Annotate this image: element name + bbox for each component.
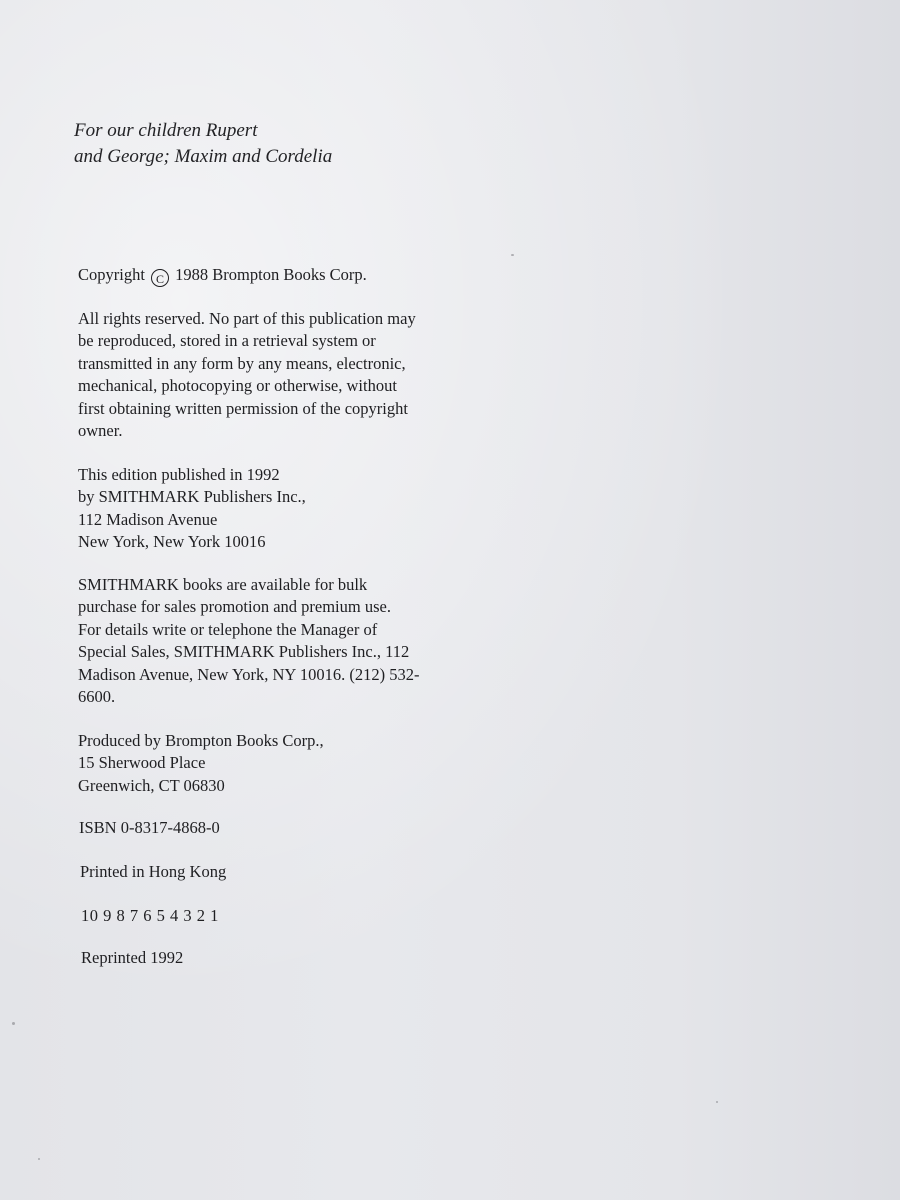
copyright-notice (78, 264, 498, 287)
paragraph-line: SMITHMARK books are available for bulk (78, 575, 368, 594)
paper-speck (12, 1022, 15, 1025)
paper-speck (511, 254, 514, 256)
copyright-prefix: Copyright (78, 265, 145, 284)
dedication-line: and George; Maxim and Cordelia (74, 146, 333, 167)
printer-key: 10 9 8 7 6 5 4 3 2 1 (81, 906, 219, 925)
paper-speck (716, 1101, 718, 1103)
bulk-sales-paragraph (78, 574, 498, 708)
paragraph-line: New York, New York 10016 (78, 532, 266, 552)
edition-paragraph (78, 464, 498, 554)
paragraph-line: Greenwich, CT 06830 (78, 775, 225, 795)
paragraph-line: transmitted in any form by any means, electronic, (78, 353, 406, 373)
paragraph-line: be reproduced, stored in a retrieval system or (78, 331, 376, 351)
dedication (74, 118, 494, 170)
rights-paragraph (78, 308, 498, 442)
printed-in: Printed in Hong Kong (80, 862, 227, 881)
paragraph-line: Madison Avenue, New York, NY 10016. (212) 532- (78, 664, 420, 684)
paragraph-line: Special Sales, SMITHMARK Publishers Inc., 112 (78, 642, 410, 662)
paragraph-line: owner. (78, 421, 123, 441)
paragraph-line: This edition published in 1992 (78, 465, 280, 484)
paper-speck (38, 1158, 40, 1160)
isbn: ISBN 0-8317-4868-0 (79, 818, 220, 837)
paragraph-line: mechanical, photocopying or otherwise, without (78, 376, 397, 396)
paragraph-line: All rights reserved. No part of this publication may (78, 309, 416, 328)
paragraph-line: For details write or telephone the Manager of (78, 619, 378, 639)
paragraph-line: by SMITHMARK Publishers Inc., (78, 487, 306, 507)
copyright-symbol-icon: C (151, 269, 169, 287)
paragraph-line: 15 Sherwood Place (78, 753, 206, 773)
paragraph-line: Produced by Brompton Books Corp., (78, 731, 324, 750)
paragraph-line: 6600. (78, 687, 116, 707)
producer-paragraph (78, 730, 498, 797)
dedication-line: For our children Rupert (74, 120, 258, 141)
paragraph-line: first obtaining written permission of the copyright (78, 398, 408, 418)
paragraph-line: 112 Madison Avenue (78, 509, 218, 529)
reprint-note: Reprinted 1992 (81, 948, 184, 967)
paragraph-line: purchase for sales promotion and premium use. (78, 597, 391, 617)
copyright-holder: 1988 Brompton Books Corp. (175, 265, 367, 284)
